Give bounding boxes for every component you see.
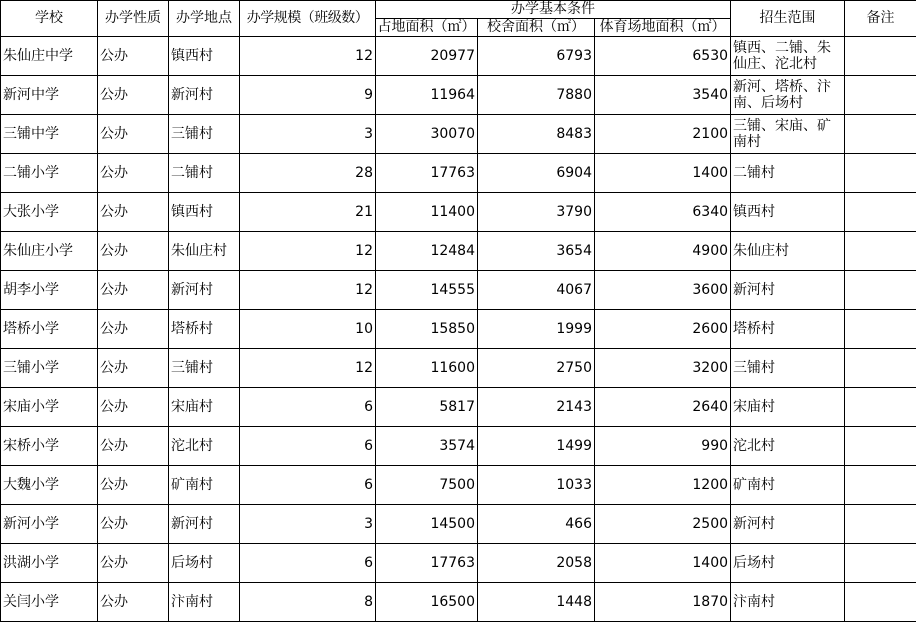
cell-remark[interactable]: [845, 37, 916, 76]
cell-nature[interactable]: 公办: [98, 427, 169, 466]
cell-building-area[interactable]: 8483: [478, 115, 595, 154]
cell-nature[interactable]: 公办: [98, 544, 169, 583]
cell-location[interactable]: 新河村: [169, 505, 240, 544]
cell-building-area[interactable]: 3654: [478, 232, 595, 271]
table-row: [1, 271, 916, 310]
cell-building-area[interactable]: 6904: [478, 154, 595, 193]
cell-location[interactable]: 新河村: [169, 271, 240, 310]
cell-scale[interactable]: 21: [240, 193, 376, 232]
header-nature[interactable]: 办学性质: [98, 1, 169, 37]
cell-scale[interactable]: 3: [240, 505, 376, 544]
cell-land-area[interactable]: 16500: [376, 583, 478, 622]
cell-school[interactable]: 三铺中学: [1, 115, 98, 154]
cell-remark[interactable]: [845, 76, 916, 115]
cell-remark[interactable]: [845, 505, 916, 544]
cell-land-area[interactable]: 20977: [376, 37, 478, 76]
cell-scale[interactable]: 6: [240, 427, 376, 466]
cell-location[interactable]: 塔桥村: [169, 310, 240, 349]
cell-school[interactable]: 宋庙小学: [1, 388, 98, 427]
cell-location[interactable]: 朱仙庄村: [169, 232, 240, 271]
cell-sports-area[interactable]: 1200: [595, 466, 731, 505]
cell-land-area[interactable]: 5817: [376, 388, 478, 427]
cell-scale[interactable]: 12: [240, 232, 376, 271]
header-remarks[interactable]: 备注: [845, 1, 916, 37]
cell-nature[interactable]: 公办: [98, 583, 169, 622]
cell-enrollment-range[interactable]: 三铺村: [731, 349, 845, 388]
cell-sports-area[interactable]: 990: [595, 427, 731, 466]
cell-remark[interactable]: [845, 388, 916, 427]
cell-sports-area[interactable]: 3200: [595, 349, 731, 388]
cell-land-area[interactable]: 17763: [376, 154, 478, 193]
table-row: [1, 76, 916, 115]
cell-enrollment-range[interactable]: 沱北村: [731, 427, 845, 466]
table-row: [1, 310, 916, 349]
cell-school[interactable]: 三铺小学: [1, 349, 98, 388]
cell-land-area[interactable]: 17763: [376, 544, 478, 583]
cell-nature[interactable]: 公办: [98, 193, 169, 232]
cell-scale[interactable]: 12: [240, 37, 376, 76]
cell-enrollment-range[interactable]: 矿南村: [731, 466, 845, 505]
cell-scale[interactable]: 28: [240, 154, 376, 193]
cell-enrollment-range[interactable]: 三铺、宋庙、矿南村: [731, 115, 845, 154]
cell-scale[interactable]: 3: [240, 115, 376, 154]
cell-school[interactable]: 新河中学: [1, 76, 98, 115]
header-location[interactable]: 办学地点: [169, 1, 240, 37]
header-enrollment[interactable]: 招生范围: [731, 1, 845, 37]
header-sports-area[interactable]: 体育场地面积（㎡）: [595, 19, 731, 37]
cell-building-area[interactable]: 1448: [478, 583, 595, 622]
cell-building-area[interactable]: 1499: [478, 427, 595, 466]
cell-land-area[interactable]: 12484: [376, 232, 478, 271]
cell-enrollment-range[interactable]: 汴南村: [731, 583, 845, 622]
header-building-area[interactable]: 校舍面积（㎡）: [478, 19, 595, 37]
cell-sports-area[interactable]: 2640: [595, 388, 731, 427]
cell-sports-area[interactable]: 3600: [595, 271, 731, 310]
cell-school[interactable]: 宋桥小学: [1, 427, 98, 466]
cell-building-area[interactable]: 4067: [478, 271, 595, 310]
cell-land-area[interactable]: 7500: [376, 466, 478, 505]
cell-scale[interactable]: 9: [240, 76, 376, 115]
cell-building-area[interactable]: 3790: [478, 193, 595, 232]
cell-location[interactable]: 镇西村: [169, 193, 240, 232]
cell-nature[interactable]: 公办: [98, 115, 169, 154]
cell-location[interactable]: 新河村: [169, 76, 240, 115]
cell-school[interactable]: 洪湖小学: [1, 544, 98, 583]
cell-nature[interactable]: 公办: [98, 271, 169, 310]
cell-remark[interactable]: [845, 271, 916, 310]
cell-location[interactable]: 三铺村: [169, 115, 240, 154]
cell-nature[interactable]: 公办: [98, 232, 169, 271]
cell-building-area[interactable]: 1999: [478, 310, 595, 349]
cell-enrollment-range[interactable]: 后场村: [731, 544, 845, 583]
cell-enrollment-range[interactable]: 宋庙村: [731, 388, 845, 427]
header-row: [1, 1, 916, 19]
cell-remark[interactable]: [845, 232, 916, 271]
cell-scale[interactable]: 6: [240, 388, 376, 427]
cell-sports-area[interactable]: 6340: [595, 193, 731, 232]
header-conditions[interactable]: 办学基本条件: [376, 1, 731, 19]
cell-remark[interactable]: [845, 544, 916, 583]
cell-nature[interactable]: 公办: [98, 466, 169, 505]
cell-building-area[interactable]: 2750: [478, 349, 595, 388]
cell-school[interactable]: 胡李小学: [1, 271, 98, 310]
cell-sports-area[interactable]: 1870: [595, 583, 731, 622]
cell-enrollment-range[interactable]: 塔桥村: [731, 310, 845, 349]
table-row: [1, 37, 916, 76]
cell-location[interactable]: 二铺村: [169, 154, 240, 193]
cell-sports-area[interactable]: 2100: [595, 115, 731, 154]
header-scale[interactable]: 办学规模（班级数）: [240, 1, 376, 37]
cell-building-area[interactable]: 7880: [478, 76, 595, 115]
cell-enrollment-range[interactable]: 新河、塔桥、汴南、后场村: [731, 76, 845, 115]
cell-land-area[interactable]: 30070: [376, 115, 478, 154]
cell-remark[interactable]: [845, 583, 916, 622]
cell-location[interactable]: 三铺村: [169, 349, 240, 388]
table-row: [1, 115, 916, 154]
table-row: [1, 505, 916, 544]
cell-location[interactable]: 镇西村: [169, 37, 240, 76]
cell-land-area[interactable]: 11400: [376, 193, 478, 232]
cell-school[interactable]: 朱仙庄小学: [1, 232, 98, 271]
cell-school[interactable]: 二铺小学: [1, 154, 98, 193]
header-land-area[interactable]: 占地面积（㎡）: [377, 19, 476, 35]
cell-building-area[interactable]: 1033: [478, 466, 595, 505]
table-row: [1, 193, 916, 232]
cell-sports-area[interactable]: 2500: [595, 505, 731, 544]
cell-sports-area[interactable]: 1400: [595, 154, 731, 193]
cell-enrollment-range[interactable]: 新河村: [731, 271, 845, 310]
table-row: [1, 154, 916, 193]
cell-building-area[interactable]: 2058: [478, 544, 595, 583]
cell-land-area[interactable]: 15850: [376, 310, 478, 349]
cell-remark[interactable]: [845, 310, 916, 349]
cell-school[interactable]: 朱仙庄中学: [1, 37, 98, 76]
cell-enrollment-range[interactable]: 朱仙庄村: [731, 232, 845, 271]
table-row: [1, 544, 916, 583]
cell-land-area[interactable]: 14555: [376, 271, 478, 310]
cell-sports-area[interactable]: 3540: [595, 76, 731, 115]
cell-remark[interactable]: [845, 349, 916, 388]
cell-remark[interactable]: [845, 193, 916, 232]
cell-land-area[interactable]: 3574: [376, 427, 478, 466]
cell-remark[interactable]: [845, 154, 916, 193]
table-row: [1, 349, 916, 388]
table-row: [1, 427, 916, 466]
cell-nature[interactable]: 公办: [98, 76, 169, 115]
cell-sports-area[interactable]: 1400: [595, 544, 731, 583]
cell-school[interactable]: 新河小学: [1, 505, 98, 544]
cell-school[interactable]: 大魏小学: [1, 466, 98, 505]
cell-enrollment-range[interactable]: 镇西村: [731, 193, 845, 232]
table-row: [1, 388, 916, 427]
cell-scale[interactable]: 8: [240, 583, 376, 622]
cell-location[interactable]: 后场村: [169, 544, 240, 583]
cell-location[interactable]: 汴南村: [169, 583, 240, 622]
table-row: [1, 232, 916, 271]
cell-sports-area[interactable]: 4900: [595, 232, 731, 271]
cell-scale[interactable]: 6: [240, 466, 376, 505]
cell-scale[interactable]: 12: [240, 271, 376, 310]
cell-land-area[interactable]: 14500: [376, 505, 478, 544]
cell-remark[interactable]: [845, 427, 916, 466]
cell-land-area[interactable]: 11964: [376, 76, 478, 115]
cell-building-area[interactable]: 6793: [478, 37, 595, 76]
cell-location[interactable]: 沱北村: [169, 427, 240, 466]
cell-nature[interactable]: 公办: [98, 388, 169, 427]
cell-sports-area[interactable]: 6530: [595, 37, 731, 76]
cell-enrollment-range[interactable]: 镇西、二铺、朱仙庄、沱北村: [731, 37, 845, 76]
cell-land-area[interactable]: 11600: [376, 349, 478, 388]
table-row: [1, 583, 916, 622]
cell-nature[interactable]: 公办: [98, 505, 169, 544]
cell-remark[interactable]: [845, 466, 916, 505]
cell-scale[interactable]: 6: [240, 544, 376, 583]
cell-location[interactable]: 矿南村: [169, 466, 240, 505]
cell-location[interactable]: 宋庙村: [169, 388, 240, 427]
cell-school[interactable]: 大张小学: [1, 193, 98, 232]
cell-nature[interactable]: 公办: [98, 310, 169, 349]
table-row: [1, 466, 916, 505]
cell-school[interactable]: 塔桥小学: [1, 310, 98, 349]
cell-enrollment-range[interactable]: 二铺村: [731, 154, 845, 193]
cell-nature[interactable]: 公办: [98, 154, 169, 193]
cell-scale[interactable]: 10: [240, 310, 376, 349]
cell-enrollment-range[interactable]: 新河村: [731, 505, 845, 544]
cell-scale[interactable]: 12: [240, 349, 376, 388]
cell-building-area[interactable]: 2143: [478, 388, 595, 427]
cell-remark[interactable]: [845, 115, 916, 154]
header-school[interactable]: 学校: [1, 1, 98, 37]
cell-school[interactable]: 关闫小学: [1, 583, 98, 622]
cell-sports-area[interactable]: 2600: [595, 310, 731, 349]
cell-building-area[interactable]: 466: [478, 505, 595, 544]
cell-nature[interactable]: 公办: [98, 37, 169, 76]
cell-nature[interactable]: 公办: [98, 349, 169, 388]
